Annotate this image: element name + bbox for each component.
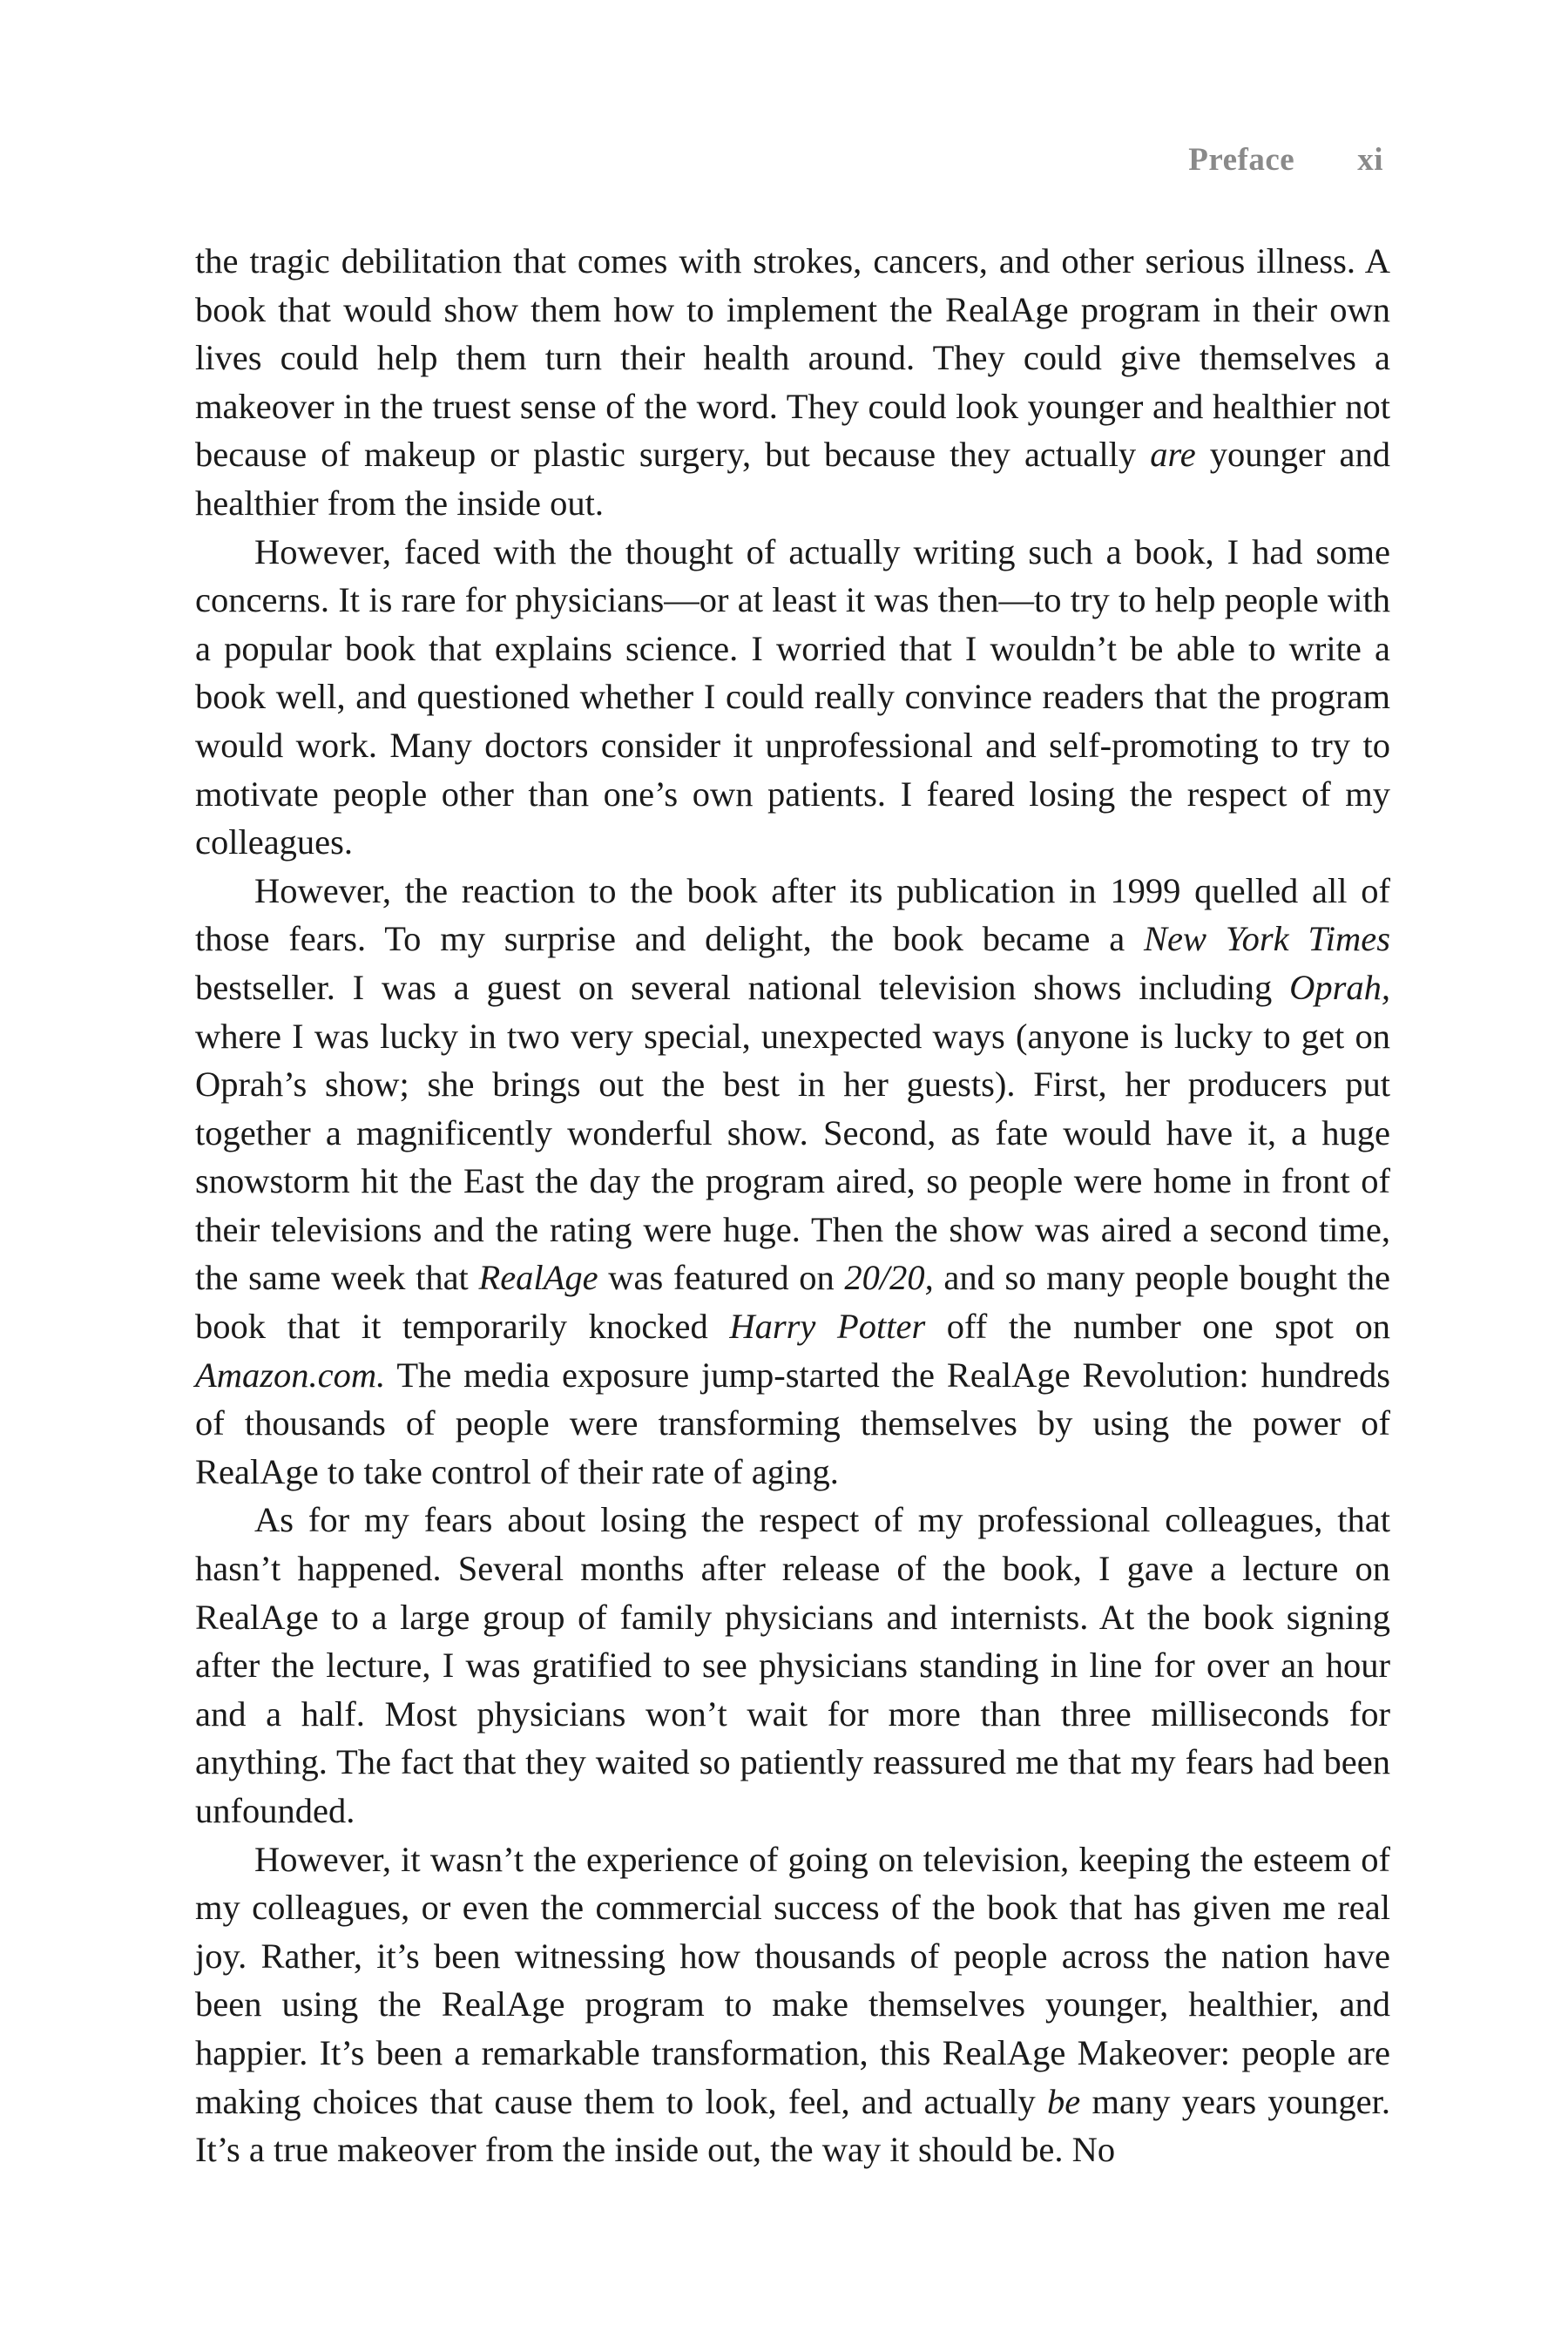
- text-run: However, the reaction to the book after its publication in 1999 quelled all of those fears. To my surprise and delight, the book became a: [195, 870, 1390, 959]
- text-run: many years younger. It’s a true makeover from the inside out, the way it should be. No: [195, 2081, 1390, 2170]
- body-text: [195, 237, 1390, 2174]
- italic-text-run: Oprah,: [1289, 967, 1390, 1007]
- paragraph: [195, 237, 1390, 528]
- text-run: the tragic debilitation that comes with strokes, cancers, and other serious illness. A book that would show them how to implement the RealAge program in their own lives could help them turn their health around. They could give themselves a makeover in the truest sense of the word. They could look younger and healthier not because of makeup or plastic surgery, but because they actually: [195, 241, 1390, 475]
- italic-text-run: Amazon.com.: [195, 1355, 386, 1395]
- italic-text-run: be: [1047, 2081, 1081, 2121]
- italic-text-run: are: [1150, 435, 1196, 475]
- text-run: and so many people bought the book that it temporarily knocked: [195, 1258, 1391, 1347]
- text-run: However, it wasn’t the experience of going on television, keeping the esteem of my colleagues, or even the commercial success of the book that has given me real joy. Rather, it’s been witnessing how thousands of people across the nation have been using the RealAge program to make themselves younger, healthier, and happier. It’s been a remarkable transformation, this RealAge Makeover: people are making choices that cause them to look, feel, and actually: [195, 1839, 1390, 2121]
- text-run: was featured on: [598, 1258, 845, 1298]
- paragraph: [195, 867, 1390, 1497]
- paragraph: [195, 1835, 1390, 2174]
- running-head: [1188, 141, 1383, 179]
- paragraph: [195, 1496, 1390, 1835]
- text-run: As for my fears about losing the respect of my professional colleagues, that hasn’t happened. Several months after release of the book, I gave a lecture on RealAge to a large group of family physicians and internists. At the book signing after the lecture, I was gratified to see physicians standing in line for over an hour and a half. Most physicians won’t wait for more than three milliseconds for anything. The fact that they waited so patiently reassured me that my fears had been unfounded.: [195, 1500, 1390, 1830]
- italic-text-run: 20/20,: [844, 1258, 934, 1298]
- text-run: younger and healthier from the inside out.: [195, 435, 1390, 523]
- text-run: The media exposure jump-started the RealAge Revolution: hundreds of thousands of people were transforming themselves by using the power of RealAge to take control of their rate of aging.: [195, 1355, 1390, 1491]
- italic-text-run: RealAge: [478, 1258, 598, 1298]
- text-run: off the number one spot on: [925, 1307, 1390, 1347]
- text-run: However, faced with the thought of actually writing such a book, I had some concerns. It is rare for physicians—or at least it was then—to try to help people with a popular book that explains science. I worried that I wouldn’t be able to write a book well, and questioned whether I could really convince readers that the program would work. Many doctors consider it unprofessional and self-promoting to try to motivate people other than one’s own patients. I feared losing the respect of my colleagues.: [195, 531, 1390, 862]
- text-run: where I was lucky in two very special, unexpected ways (anyone is lucky to get on Oprah’s show; she brings out the best in her guests). First, her producers put together a magnificently wonderful show. Second, as fate would have it, a huge snowstorm hit the East the day the program aired, so people were home in front of their televisions and the rating were huge. Then the show was aired a second time, the same week that: [195, 1016, 1390, 1298]
- italic-text-run: New York Times: [1144, 919, 1390, 959]
- italic-text-run: Harry Potter: [729, 1307, 926, 1347]
- text-run: bestseller. I was a guest on several national television shows including: [195, 967, 1290, 1007]
- page-number: xi: [1357, 142, 1383, 178]
- paragraph: [195, 528, 1390, 867]
- running-head-section-title: Preface: [1188, 142, 1295, 178]
